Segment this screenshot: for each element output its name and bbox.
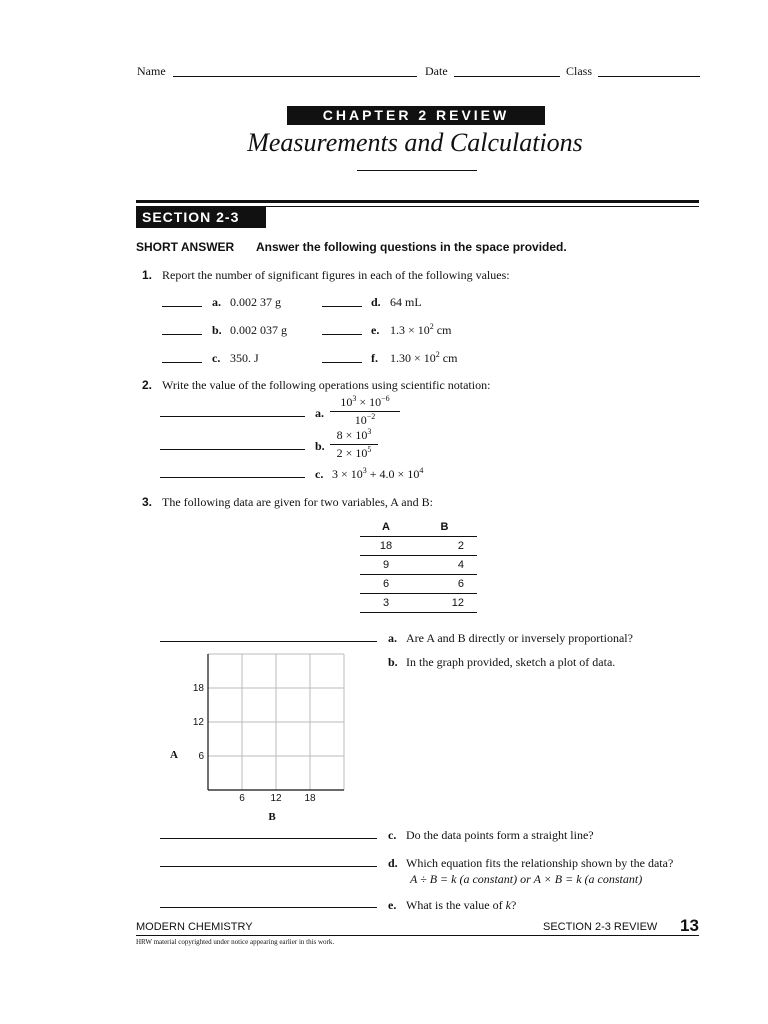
plot-graph[interactable] — [160, 650, 360, 830]
q1b-value: 0.002 037 g — [230, 323, 287, 337]
x-tick-label: 6 — [239, 793, 245, 804]
q1f-letter: f. — [371, 351, 378, 365]
cell-a: 9 — [360, 556, 412, 575]
q2a-fraction — [330, 395, 400, 428]
x-axis-label: B — [268, 811, 276, 823]
table-row — [360, 594, 477, 613]
table-row — [360, 556, 477, 575]
footer-right: SECTION 2-3 REVIEW — [543, 921, 658, 933]
q2b-letter: b. — [315, 439, 325, 453]
q3b-letter: b. — [388, 655, 398, 669]
name-label: Name — [137, 64, 166, 78]
cell-b: 6 — [412, 575, 477, 594]
q3-text: The following data are given for two variables, A and B: — [162, 495, 433, 509]
q3c-answer-blank[interactable] — [160, 838, 377, 839]
q2c-answer-blank[interactable] — [160, 477, 305, 478]
section-label: SECTION 2-3 — [136, 206, 266, 228]
graph-grid — [208, 654, 344, 790]
instructions: Answer the following questions in the space provided. — [256, 240, 567, 254]
q3c-letter: c. — [388, 828, 397, 842]
q1f-answer-blank[interactable] — [322, 362, 362, 363]
x-tick-label: 18 — [304, 793, 316, 804]
cell-a: 6 — [360, 575, 412, 594]
q1e-answer-blank[interactable] — [322, 334, 362, 335]
q1e-letter: e. — [371, 323, 380, 337]
q2b-denominator: $2 \times 10^5$ — [336, 445, 372, 460]
col-header-a: A — [360, 518, 412, 537]
short-answer-label: SHORT ANSWER — [136, 240, 235, 254]
y-tick-label: 6 — [198, 751, 204, 762]
q1c-value: 350. J — [230, 351, 259, 365]
q3e-answer-blank[interactable] — [160, 907, 377, 908]
name-field[interactable] — [173, 76, 417, 77]
q1a-value: 0.002 37 g — [230, 295, 281, 309]
q2c-letter: c. — [315, 467, 324, 481]
cell-b: 12 — [412, 594, 477, 613]
table-header-row — [360, 518, 477, 537]
q2-number: 2. — [142, 378, 153, 392]
q2a-answer-blank[interactable] — [160, 416, 305, 417]
q2b-fraction — [330, 428, 378, 461]
copyright-notice: HRW material copyrighted under notice appearing earlier in this work. — [136, 938, 335, 946]
q2b-answer-blank[interactable] — [160, 449, 305, 450]
y-tick-label: 12 — [192, 717, 204, 728]
cell-a: 18 — [360, 537, 412, 556]
y-tick-label: 18 — [192, 683, 204, 694]
page-number: 13 — [680, 916, 699, 935]
q1d-value: 64 mL — [390, 295, 422, 309]
data-table — [360, 518, 477, 613]
date-field[interactable] — [454, 76, 560, 77]
q3b-text: In the graph provided, sketch a plot of data. — [406, 655, 616, 669]
q1f-value: $1.30 \times 10^2$ cm — [390, 350, 458, 365]
q2-text: Write the value of the following operations using scientific notation: — [162, 378, 491, 392]
chapter-banner: CHAPTER 2 REVIEW — [287, 106, 545, 125]
cell-b: 2 — [412, 537, 477, 556]
q3d-text: Which equation fits the relationship shown by the data? — [406, 856, 674, 870]
class-label: Class — [566, 64, 593, 78]
q3c-text: Do the data points form a straight line? — [406, 828, 594, 842]
q2b-numerator: $8 \times 10^3$ — [330, 428, 378, 445]
q3a-letter: a. — [388, 631, 397, 645]
q1c-answer-blank[interactable] — [162, 362, 202, 363]
cell-b: 4 — [412, 556, 477, 575]
q1d-answer-blank[interactable] — [322, 306, 362, 307]
q2a-letter: a. — [315, 406, 324, 420]
q1-text: Report the number of significant figures in each of the following values: — [162, 268, 510, 282]
title-underline — [357, 170, 477, 171]
q1d-letter: d. — [371, 295, 381, 309]
q1c-letter: c. — [212, 351, 221, 365]
date-label: Date — [425, 64, 448, 78]
cell-a: 3 — [360, 594, 412, 613]
q1-number: 1. — [142, 268, 153, 282]
x-tick-label: 12 — [270, 793, 282, 804]
class-field[interactable] — [598, 76, 700, 77]
q1b-answer-blank[interactable] — [162, 334, 202, 335]
footer-rule — [136, 935, 699, 936]
y-axis-label: A — [170, 749, 178, 761]
q3e-text: What is the value of k? — [406, 898, 517, 912]
table-row — [360, 537, 477, 556]
q2a-numerator: $10^3 \times 10^{-6}$ — [330, 395, 400, 412]
q1b-letter: b. — [212, 323, 222, 337]
q3a-text: Are A and B directly or inversely proportional? — [406, 631, 633, 645]
footer-left: MODERN CHEMISTRY — [136, 921, 253, 933]
q2c-expression: $3 \times 10^3 + 4.0 \times 10^4$ — [332, 466, 424, 481]
col-header-b: B — [412, 518, 477, 537]
q3a-answer-blank[interactable] — [160, 641, 377, 642]
q3d-equations: A ÷ B = k (a constant) or A × B = k (a constant) — [410, 872, 643, 886]
page-title: Measurements and Calculations — [247, 128, 583, 157]
q1a-letter: a. — [212, 295, 221, 309]
q3d-answer-blank[interactable] — [160, 866, 377, 867]
table-row — [360, 575, 477, 594]
section-rule-thick — [136, 200, 699, 203]
q1e-value: $1.3 \times 10^2$ cm — [390, 322, 452, 337]
q3-number: 3. — [142, 495, 153, 509]
q3d-letter: d. — [388, 856, 398, 870]
q1a-answer-blank[interactable] — [162, 306, 202, 307]
q2a-denominator: $10^{-2}$ — [354, 412, 376, 427]
q3e-letter: e. — [388, 898, 397, 912]
